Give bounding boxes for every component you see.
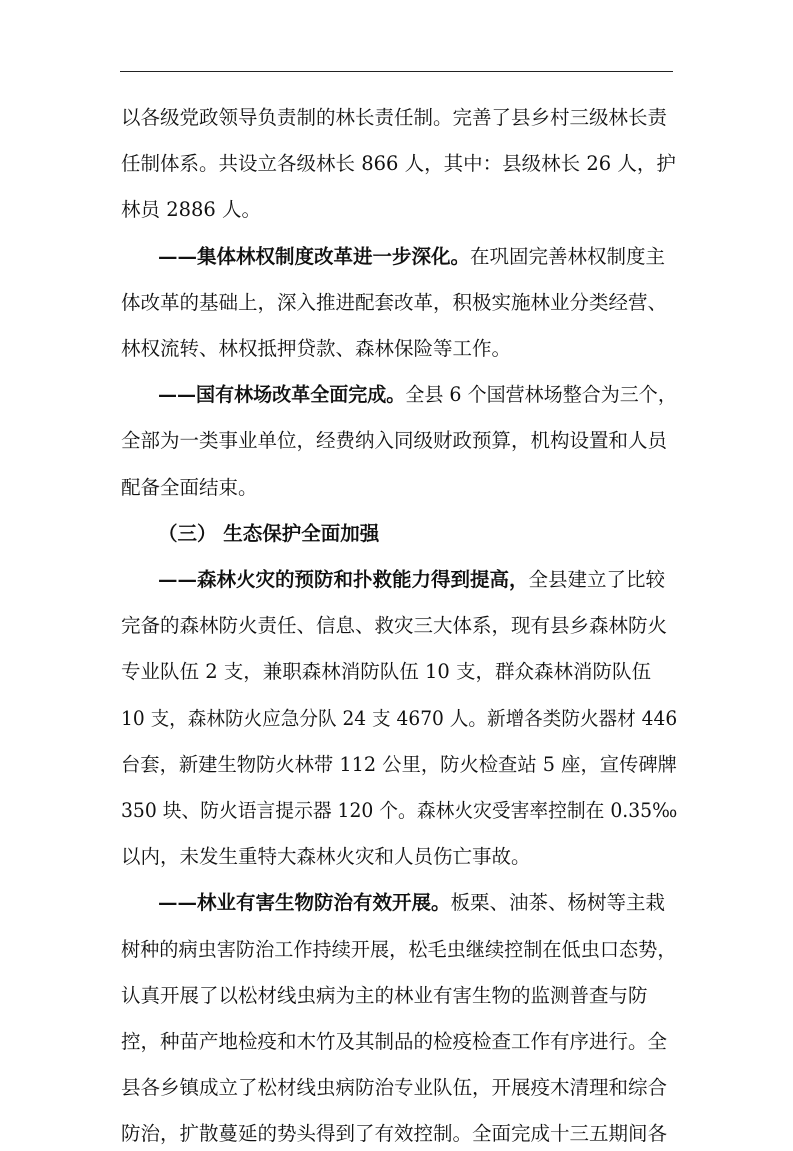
line-21 — [121, 1025, 667, 1059]
bold-lead: ——集体林权制度改革进一步深化。 — [158, 244, 471, 268]
para-pest-control — [158, 886, 665, 920]
line-3 — [121, 193, 261, 227]
line-23 — [121, 1117, 667, 1151]
line-text: 完备的森林防火责任、信息、救灾三大体系，现有县乡森林防火 — [121, 614, 668, 638]
para-state-forest-farm-reform — [158, 378, 677, 412]
bold-lead: ——林业有害生物防治有效开展。 — [158, 891, 451, 915]
line-text: 树种的病虫害防治工作持续开展，松毛虫继续控制在低虫口态势， — [121, 937, 677, 961]
bold-lead: ——国有林场改革全面完成。 — [158, 383, 406, 407]
line-5 — [121, 286, 667, 320]
line-text: 县各乡镇成立了松材线虫病防治专业队伍，开展疫木清理和综合 — [121, 1076, 668, 1100]
line-15 — [121, 748, 677, 782]
section-heading-text: （三） 生态保护全面加强 — [158, 521, 380, 545]
line-text: 全县建立了比较 — [528, 568, 666, 591]
line-text: 林员 2886 人。 — [121, 198, 262, 222]
line-9 — [121, 471, 258, 505]
line-text: 以内，未发生重特大森林火灾和人员伤亡事故。 — [121, 845, 531, 869]
bold-lead: ——森林火灾的预防和扑救能力得到提高， — [158, 568, 529, 591]
para-forest-fire-prevention — [158, 563, 665, 597]
line-text: 体改革的基础上，深入推进配套改革，积极实施林业分类经营、 — [121, 290, 668, 314]
line-text: 板栗、油茶、杨树等主栽 — [450, 891, 666, 915]
line-2 — [121, 147, 676, 181]
para-collective-forest-reform — [158, 240, 665, 274]
line-16 — [121, 794, 677, 828]
line-text: 全县 6 个国营林场整合为三个， — [405, 383, 677, 407]
line-text: 认真开展了以松材线虫病为主的林业有害生物的监测普查与防 — [121, 983, 648, 1007]
line-1 — [121, 101, 667, 135]
line-text: 全部为一类事业单位，经费纳入同级财政预算，机构设置和人员 — [121, 429, 668, 453]
line-20 — [121, 979, 648, 1013]
line-8 — [121, 424, 667, 458]
line-text: 专业队伍 2 支，兼职森林消防队伍 10 支，群众森林消防队伍 — [121, 660, 652, 684]
line-text: 任制体系。共设立各级林长 866 人，其中：县级林长 26 人，护 — [121, 152, 676, 176]
line-text: 10 支，森林防火应急分队 24 支 4670 人。新增各类防火器材 446 — [121, 706, 678, 730]
line-14 — [121, 702, 677, 736]
line-text: 防治，扩散蔓延的势头得到了有效控制。全面完成十三五期间各 — [121, 1122, 668, 1146]
line-13 — [121, 655, 651, 689]
line-text: 以各级党政领导负责制的林长责任制。完善了县乡村三级林长责 — [121, 106, 668, 129]
line-6 — [121, 332, 511, 366]
line-22 — [121, 1071, 667, 1105]
line-17 — [121, 840, 531, 874]
header-rule — [120, 71, 673, 72]
line-text: 林权流转、林权抵押贷款、森林保险等工作。 — [121, 337, 512, 360]
line-text: 控，种苗产地检疫和木竹及其制品的检疫检查工作有序进行。全 — [121, 1030, 668, 1053]
line-text: 350 块、防火语言提示器 120 个。森林火灾受害率控制在 0.35‰ — [121, 799, 678, 822]
line-text: 台套，新建生物防火林带 112 公里，防火检查站 5 座，宣传碑牌 — [121, 752, 677, 776]
line-12 — [121, 609, 667, 643]
line-19 — [121, 933, 677, 967]
section-heading — [158, 517, 379, 551]
line-text: 配备全面结束。 — [121, 475, 258, 499]
line-text: 在巩固完善林权制度主 — [470, 244, 666, 268]
